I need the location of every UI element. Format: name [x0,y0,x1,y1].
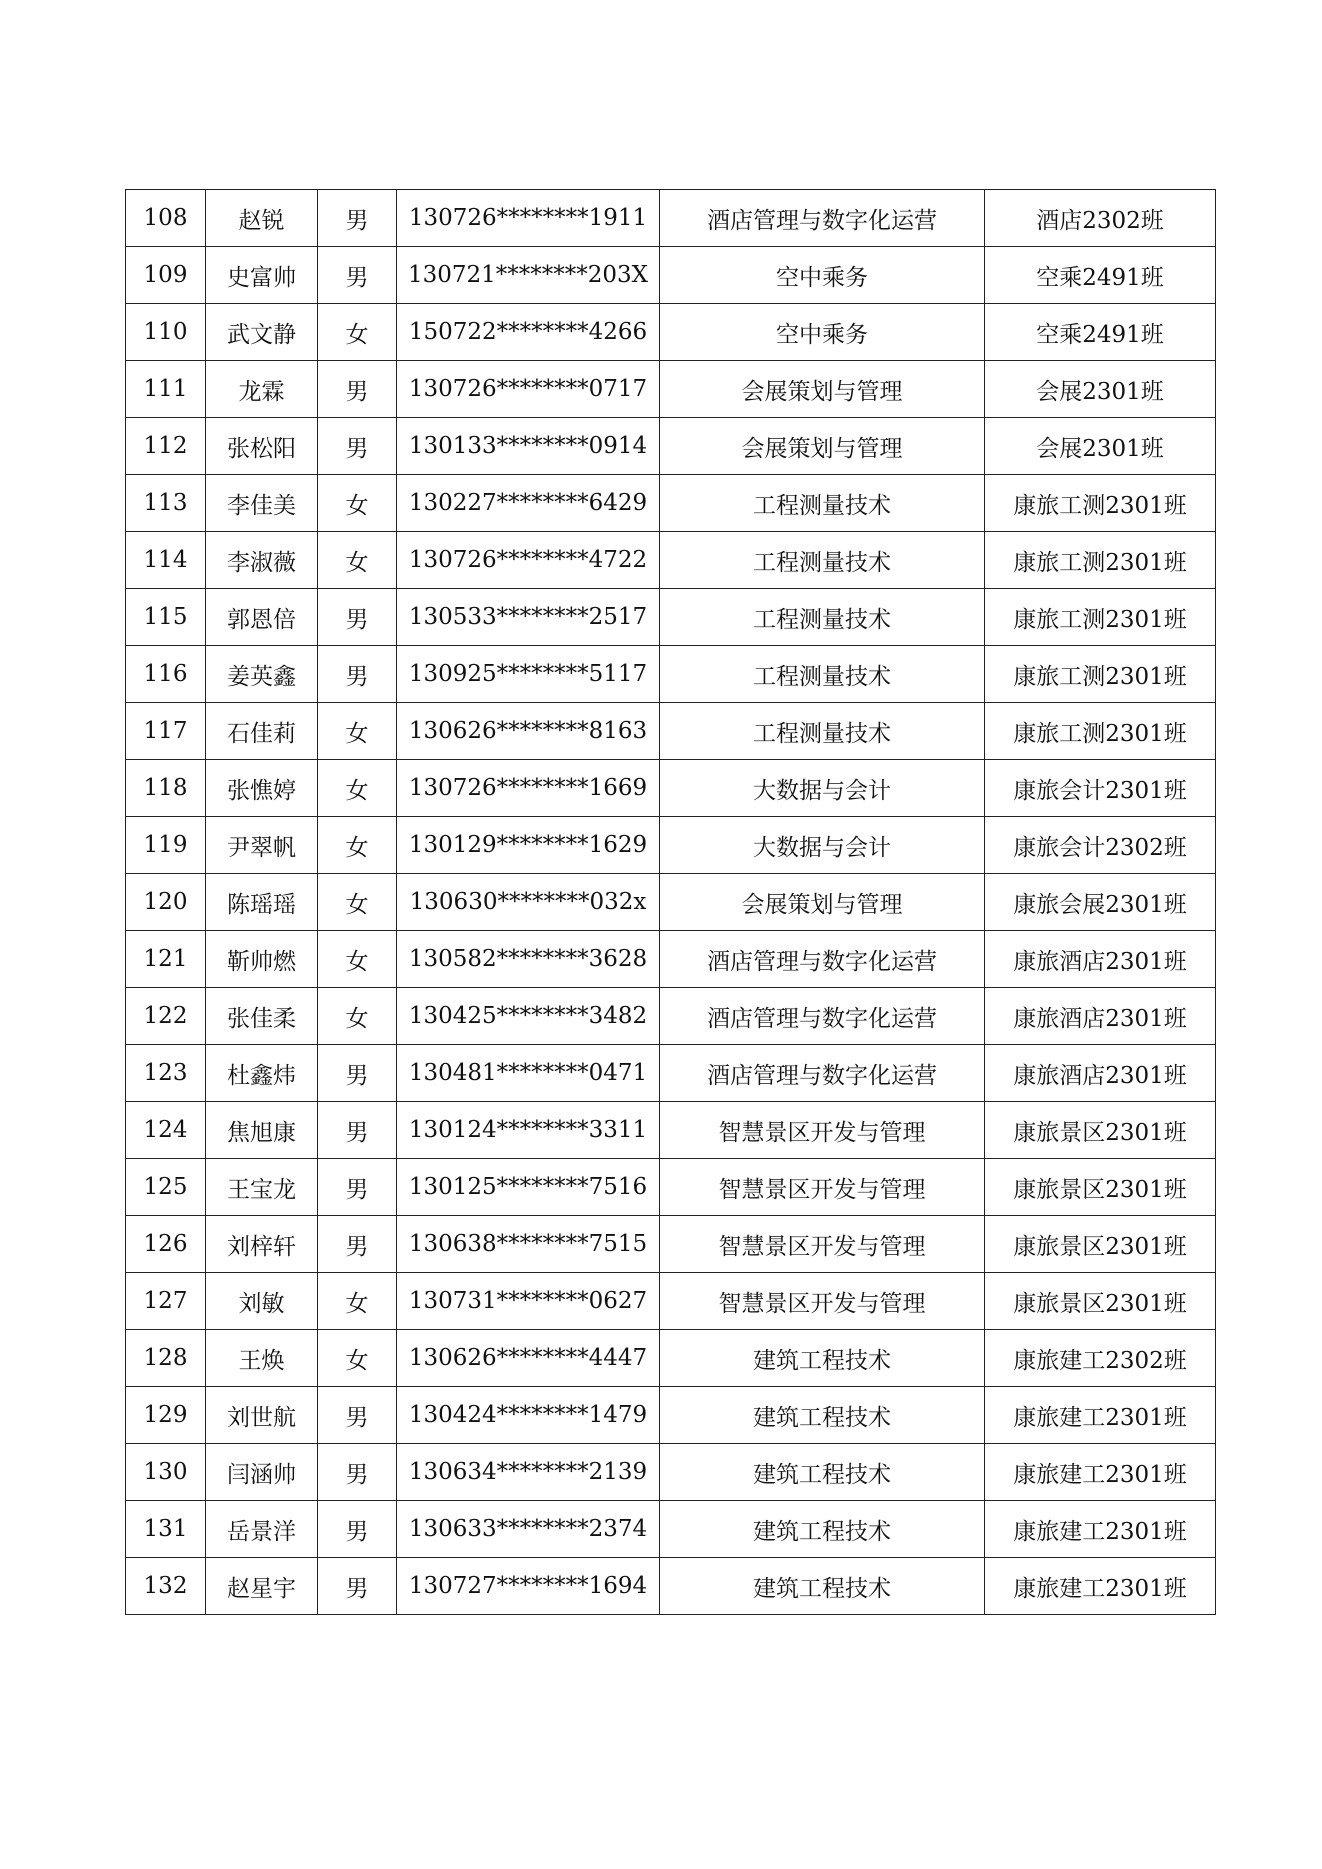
student-name: 赵锐 [206,190,318,247]
student-major: 会展策划与管理 [660,361,985,418]
student-gender: 男 [318,190,397,247]
table-row [126,646,1216,703]
student-major: 酒店管理与数字化运营 [660,988,985,1045]
student-id-number: 130425********3482 [397,988,660,1045]
row-number: 113 [126,475,206,532]
student-major: 建筑工程技术 [660,1444,985,1501]
student-gender: 男 [318,1558,397,1615]
student-id-number: 130133********0914 [397,418,660,475]
student-id-number: 130626********8163 [397,703,660,760]
table-row [126,988,1216,1045]
student-id-number: 130125********7516 [397,1159,660,1216]
student-gender: 男 [318,589,397,646]
student-gender: 男 [318,1501,397,1558]
row-number: 122 [126,988,206,1045]
student-id-number: 130630********032x [397,874,660,931]
table-row [126,418,1216,475]
row-number: 132 [126,1558,206,1615]
student-id-number: 130727********1694 [397,1558,660,1615]
student-class: 康旅会展2301班 [985,874,1216,931]
student-name: 张松阳 [206,418,318,475]
student-id-number: 150722********4266 [397,304,660,361]
table-row [126,475,1216,532]
roster-body [126,190,1216,1615]
student-major: 建筑工程技术 [660,1558,985,1615]
student-name: 王焕 [206,1330,318,1387]
table-row [126,304,1216,361]
student-gender: 男 [318,361,397,418]
student-id-number: 130481********0471 [397,1045,660,1102]
student-id-number: 130726********1669 [397,760,660,817]
table-row [126,589,1216,646]
student-gender: 女 [318,760,397,817]
row-number: 114 [126,532,206,589]
student-major: 酒店管理与数字化运营 [660,931,985,988]
row-number: 131 [126,1501,206,1558]
student-gender: 女 [318,475,397,532]
student-major: 酒店管理与数字化运营 [660,1045,985,1102]
student-major: 空中乘务 [660,247,985,304]
student-gender: 男 [318,1102,397,1159]
student-name: 刘世航 [206,1387,318,1444]
table-row [126,1216,1216,1273]
row-number: 112 [126,418,206,475]
table-row [126,760,1216,817]
row-number: 124 [126,1102,206,1159]
table-row [126,1102,1216,1159]
table-row [126,532,1216,589]
student-gender: 女 [318,1273,397,1330]
student-id-number: 130726********4722 [397,532,660,589]
student-name: 焦旭康 [206,1102,318,1159]
table-row [126,703,1216,760]
student-name: 王宝龙 [206,1159,318,1216]
student-gender: 男 [318,247,397,304]
table-row [126,1387,1216,1444]
student-name: 张憔婷 [206,760,318,817]
student-gender: 男 [318,1216,397,1273]
student-class: 康旅工测2301班 [985,589,1216,646]
row-number: 125 [126,1159,206,1216]
student-major: 会展策划与管理 [660,418,985,475]
table-row [126,1273,1216,1330]
student-id-number: 130129********1629 [397,817,660,874]
student-name: 史富帅 [206,247,318,304]
student-major: 智慧景区开发与管理 [660,1273,985,1330]
row-number: 115 [126,589,206,646]
student-gender: 女 [318,988,397,1045]
student-gender: 女 [318,817,397,874]
student-class: 康旅会计2302班 [985,817,1216,874]
row-number: 109 [126,247,206,304]
student-name: 龙霖 [206,361,318,418]
table-row [126,1558,1216,1615]
student-major: 建筑工程技术 [660,1330,985,1387]
student-gender: 女 [318,874,397,931]
student-class: 康旅建工2302班 [985,1330,1216,1387]
student-major: 会展策划与管理 [660,874,985,931]
row-number: 108 [126,190,206,247]
student-gender: 女 [318,304,397,361]
student-id-number: 130731********0627 [397,1273,660,1330]
table-row [126,1444,1216,1501]
student-id-number: 130634********2139 [397,1444,660,1501]
student-id-number: 130124********3311 [397,1102,660,1159]
row-number: 128 [126,1330,206,1387]
student-class: 康旅酒店2301班 [985,1045,1216,1102]
student-id-number: 130633********2374 [397,1501,660,1558]
student-gender: 男 [318,1045,397,1102]
row-number: 130 [126,1444,206,1501]
student-name: 陈瑶瑶 [206,874,318,931]
table-row [126,1159,1216,1216]
student-class: 康旅景区2301班 [985,1102,1216,1159]
student-name: 岳景洋 [206,1501,318,1558]
student-name: 姜英鑫 [206,646,318,703]
student-id-number: 130582********3628 [397,931,660,988]
row-number: 118 [126,760,206,817]
student-id-number: 130925********5117 [397,646,660,703]
row-number: 111 [126,361,206,418]
student-major: 工程测量技术 [660,589,985,646]
student-major: 大数据与会计 [660,817,985,874]
row-number: 129 [126,1387,206,1444]
row-number: 123 [126,1045,206,1102]
student-class: 酒店2302班 [985,190,1216,247]
student-class: 空乘2491班 [985,304,1216,361]
row-number: 116 [126,646,206,703]
student-id-number: 130424********1479 [397,1387,660,1444]
table-row [126,1045,1216,1102]
student-name: 赵星宇 [206,1558,318,1615]
student-name: 李佳美 [206,475,318,532]
student-major: 空中乘务 [660,304,985,361]
student-id-number: 130726********0717 [397,361,660,418]
student-name: 刘敏 [206,1273,318,1330]
student-class: 康旅工测2301班 [985,646,1216,703]
student-major: 智慧景区开发与管理 [660,1159,985,1216]
student-gender: 男 [318,1444,397,1501]
student-class: 康旅会计2301班 [985,760,1216,817]
row-number: 110 [126,304,206,361]
student-name: 闫涵帅 [206,1444,318,1501]
student-major: 工程测量技术 [660,703,985,760]
student-id-number: 130721********203X [397,247,660,304]
student-class: 康旅景区2301班 [985,1273,1216,1330]
student-class: 康旅酒店2301班 [985,931,1216,988]
table-row [126,1330,1216,1387]
student-major: 建筑工程技术 [660,1387,985,1444]
student-name: 李淑薇 [206,532,318,589]
student-name: 武文静 [206,304,318,361]
student-class: 康旅工测2301班 [985,475,1216,532]
student-name: 张佳柔 [206,988,318,1045]
student-class: 康旅建工2301班 [985,1444,1216,1501]
student-class: 会展2301班 [985,361,1216,418]
student-major: 工程测量技术 [660,646,985,703]
student-gender: 女 [318,532,397,589]
student-major: 建筑工程技术 [660,1501,985,1558]
table-row [126,874,1216,931]
student-id-number: 130227********6429 [397,475,660,532]
student-major: 工程测量技术 [660,475,985,532]
table-row [126,361,1216,418]
student-class: 康旅建工2301班 [985,1501,1216,1558]
student-gender: 男 [318,418,397,475]
student-name: 杜鑫炜 [206,1045,318,1102]
student-name: 尹翠帆 [206,817,318,874]
student-name: 石佳莉 [206,703,318,760]
table-row [126,190,1216,247]
student-major: 工程测量技术 [660,532,985,589]
student-id-number: 130626********4447 [397,1330,660,1387]
student-class: 会展2301班 [985,418,1216,475]
student-class: 康旅景区2301班 [985,1216,1216,1273]
student-class: 康旅工测2301班 [985,703,1216,760]
student-gender: 男 [318,1159,397,1216]
student-class: 康旅酒店2301班 [985,988,1216,1045]
student-roster-table [125,189,1216,1615]
student-id-number: 130533********2517 [397,589,660,646]
student-major: 智慧景区开发与管理 [660,1216,985,1273]
student-gender: 男 [318,1387,397,1444]
student-gender: 女 [318,931,397,988]
student-class: 康旅建工2301班 [985,1558,1216,1615]
student-name: 靳帅燃 [206,931,318,988]
student-major: 大数据与会计 [660,760,985,817]
student-id-number: 130638********7515 [397,1216,660,1273]
table-row [126,1501,1216,1558]
student-class: 康旅工测2301班 [985,532,1216,589]
row-number: 117 [126,703,206,760]
student-class: 康旅景区2301班 [985,1159,1216,1216]
row-number: 121 [126,931,206,988]
student-name: 刘梓轩 [206,1216,318,1273]
student-gender: 女 [318,703,397,760]
student-class: 康旅建工2301班 [985,1387,1216,1444]
row-number: 127 [126,1273,206,1330]
student-class: 空乘2491班 [985,247,1216,304]
student-id-number: 130726********1911 [397,190,660,247]
row-number: 126 [126,1216,206,1273]
student-major: 酒店管理与数字化运营 [660,190,985,247]
table-row [126,931,1216,988]
row-number: 119 [126,817,206,874]
student-gender: 男 [318,646,397,703]
table-row [126,817,1216,874]
row-number: 120 [126,874,206,931]
student-gender: 女 [318,1330,397,1387]
student-major: 智慧景区开发与管理 [660,1102,985,1159]
table-row [126,247,1216,304]
student-name: 郭恩倍 [206,589,318,646]
